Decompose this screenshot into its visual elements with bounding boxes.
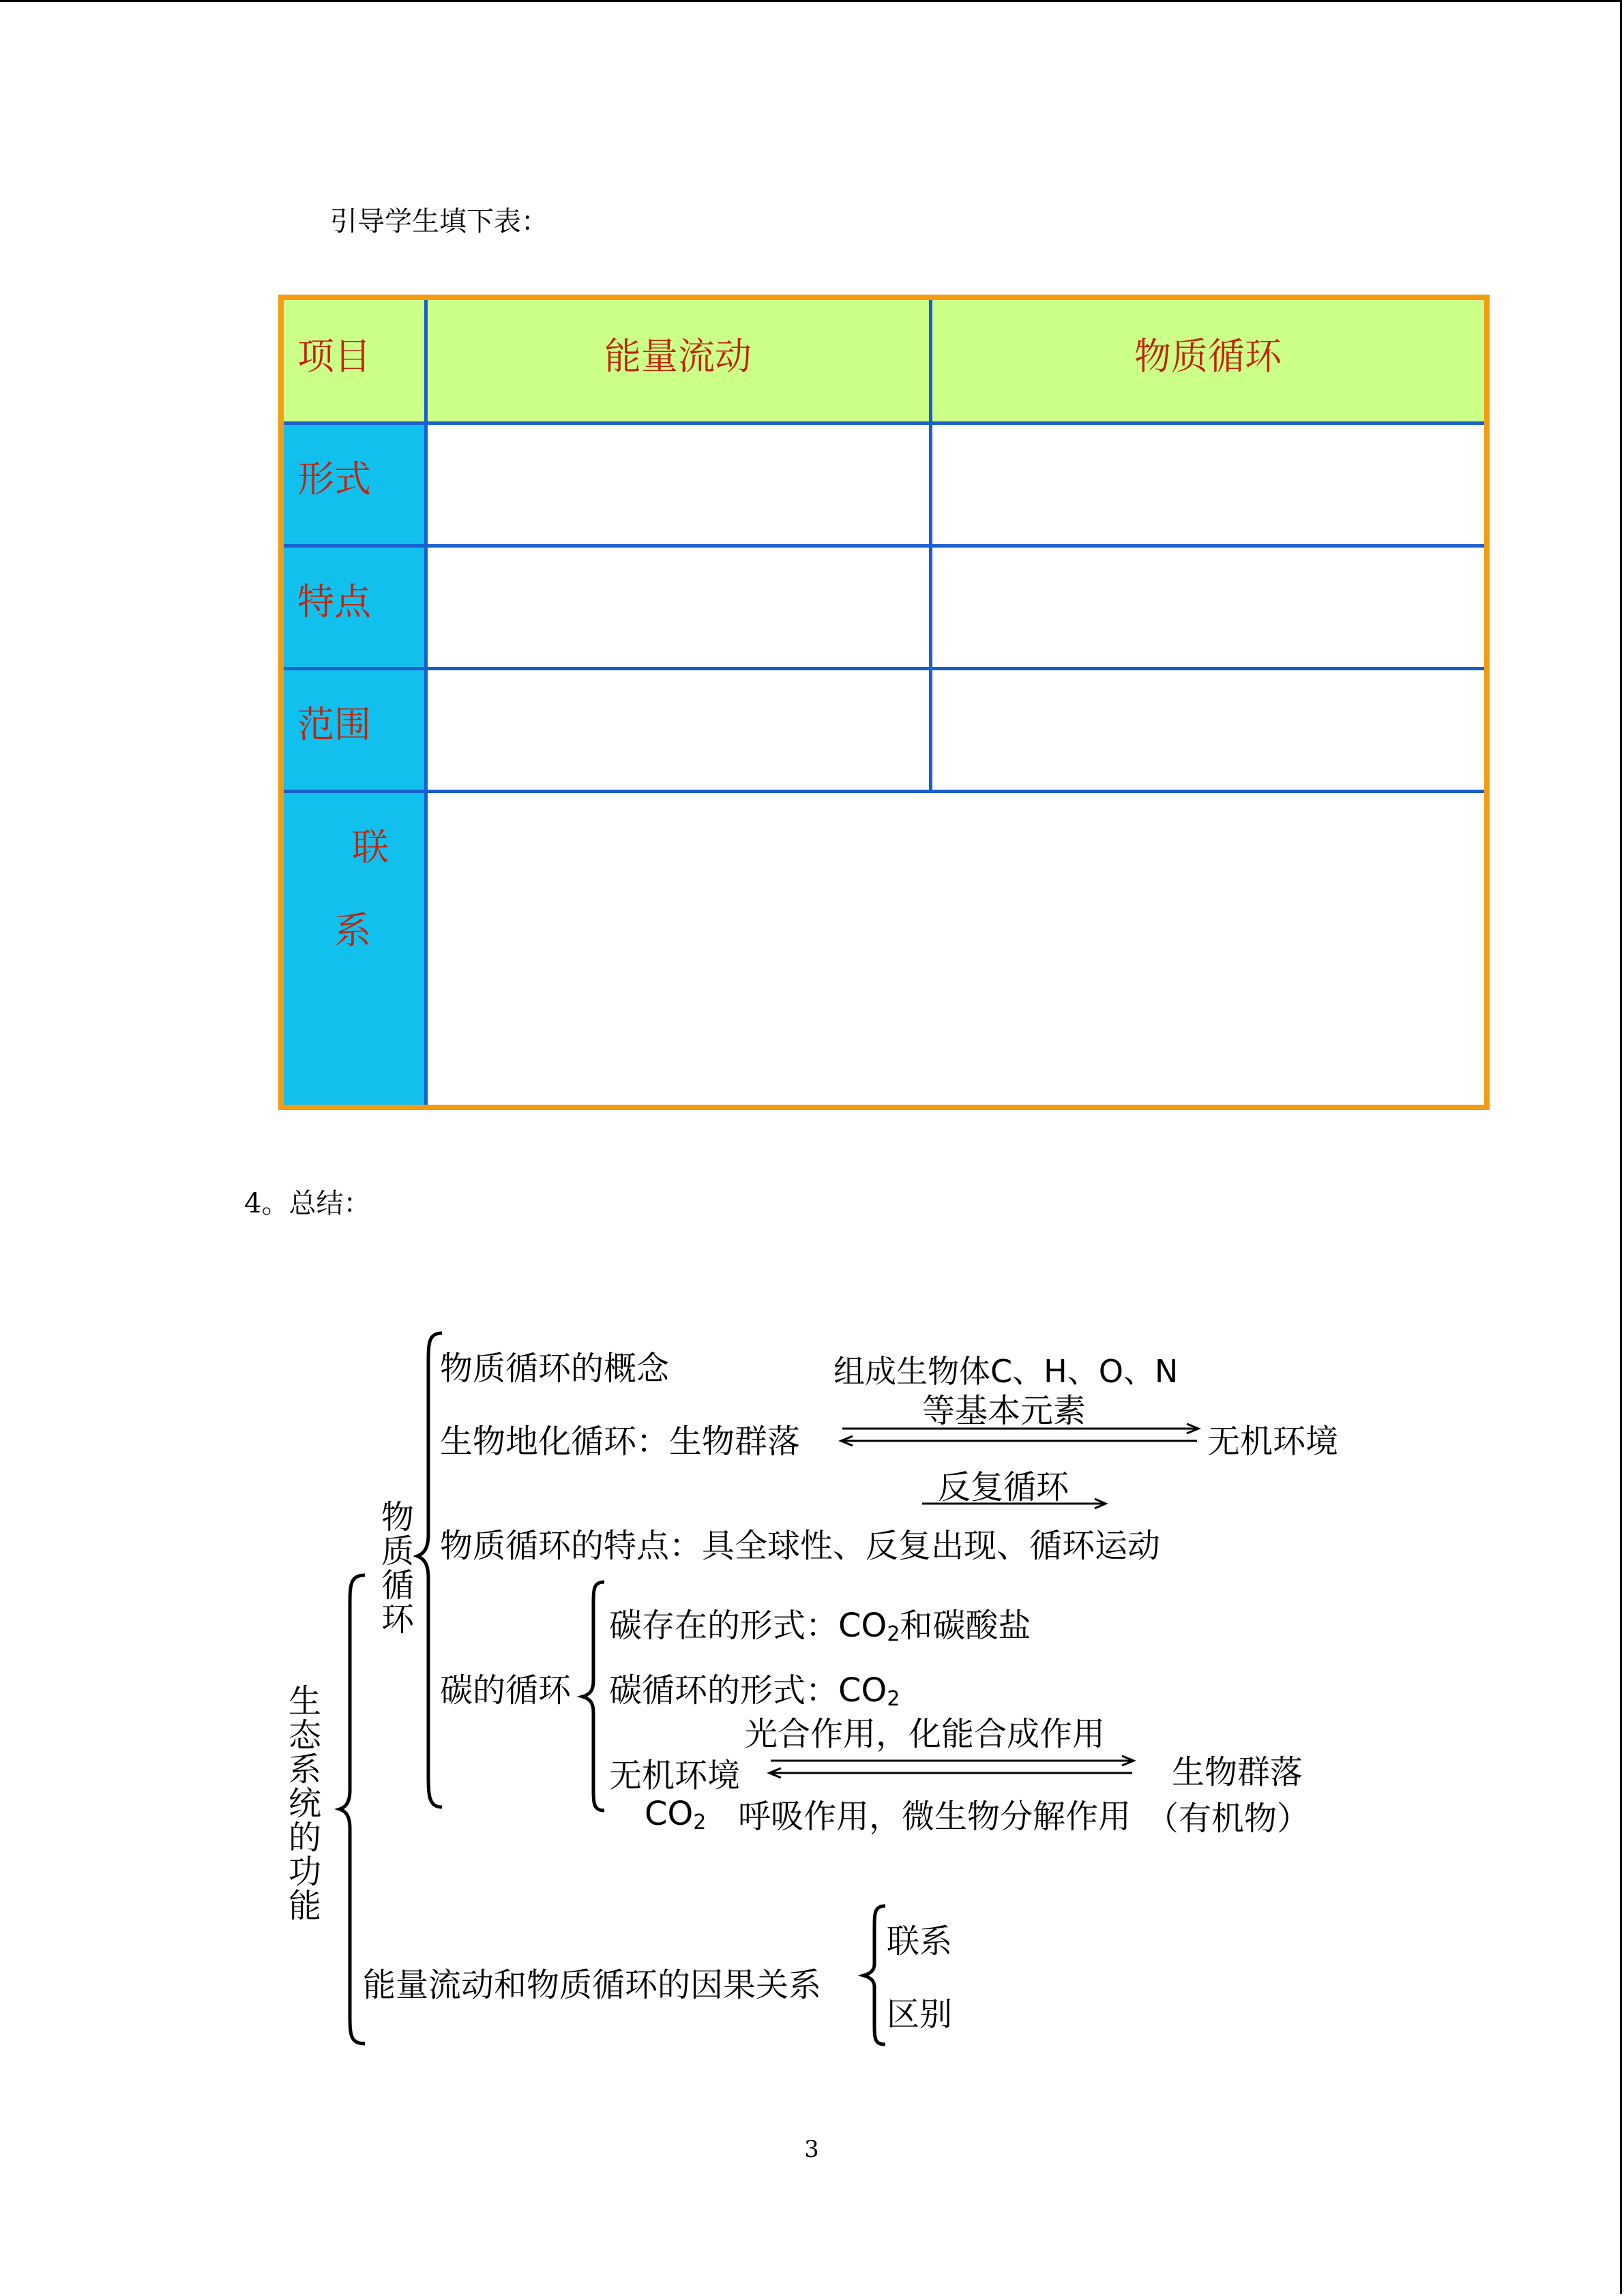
header-material-cycle: 物质循环 xyxy=(1134,335,1282,378)
carbon-cycle-text: 碳的循环 xyxy=(440,1671,572,1710)
header-item: 项目 xyxy=(297,335,371,378)
abiotic-env-text: 无机环境 xyxy=(1207,1422,1339,1461)
section-title: 4。总结： xyxy=(244,1188,371,1219)
material-cycle-brace xyxy=(415,1330,449,1814)
page-number: 3 xyxy=(804,2136,819,2163)
relation-brace xyxy=(859,1903,890,2049)
photosynthesis-label: 光合作用，化能合成作用 xyxy=(745,1715,1106,1753)
row-label-range: 范围 xyxy=(297,703,371,746)
root-label: 生态系统的功能 xyxy=(288,1682,321,1925)
carbon-exist-text: 碳存在的形式：CO2和碳酸盐 xyxy=(609,1607,1031,1646)
material-cycle-label: 物质循环 xyxy=(381,1498,414,1639)
abiotic-env-2-text: 无机环境 xyxy=(609,1757,741,1795)
difference-text: 区别 xyxy=(887,1995,953,2033)
intro-text: 引导学生填下表： xyxy=(330,206,548,237)
respiration-label: 呼吸作用，微生物分解作用 xyxy=(738,1798,1132,1836)
repeat-cycle-label: 反复循环 xyxy=(938,1468,1069,1506)
row-label-form: 形式 xyxy=(297,458,371,501)
concept-text: 物质循环的概念 xyxy=(440,1350,670,1388)
features-text: 物质循环的特点：具全球性、反复出现、循环运动 xyxy=(440,1527,1161,1565)
carbon-brace xyxy=(578,1579,609,1817)
header-energy-flow: 能量流动 xyxy=(604,335,752,378)
biogeo-text: 生物地化循环：生物群落 xyxy=(440,1422,801,1461)
row-label-feature: 特点 xyxy=(297,580,371,623)
repeat-arrow xyxy=(921,1497,1112,1510)
carbon-cycle-form-text: 碳循环的形式：CO2 xyxy=(609,1671,900,1711)
carbon-exchange-arrow xyxy=(764,1754,1139,1781)
co2-text: CO2 xyxy=(645,1795,707,1834)
biotic-community-text: 生物群落 xyxy=(1172,1753,1303,1791)
exchange-arrow xyxy=(836,1422,1204,1449)
arrow-top-label-2: 等基本元素 xyxy=(922,1392,1087,1430)
link-text: 联系 xyxy=(887,1922,953,1960)
row-label-link-1: 联 xyxy=(352,826,389,869)
arrow-top-label-1: 组成生物体C、H、O、N xyxy=(833,1353,1179,1390)
row-label-link-2: 系 xyxy=(334,909,371,952)
organic-label: （有机物） xyxy=(1146,1800,1310,1838)
relation-text: 能量流动和物质循环的因果关系 xyxy=(363,1966,822,2004)
